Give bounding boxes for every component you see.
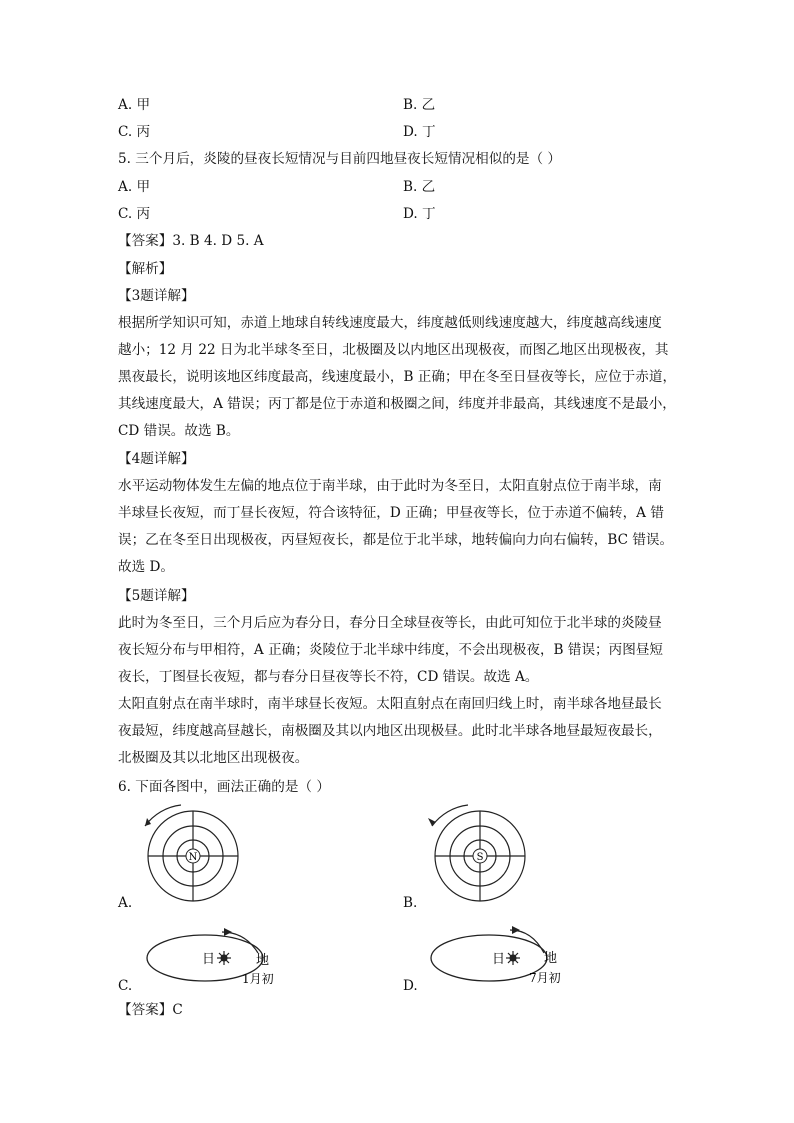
figure-d-orbit-july	[424, 920, 584, 1000]
q5-option-a: A. 甲	[118, 179, 151, 195]
q3-heading: 【3题详解】	[118, 288, 195, 304]
analysis-heading: 【解析】	[118, 261, 173, 277]
q5-option-d: D. 丁	[403, 206, 436, 222]
q6-stem: 6. 下面各图中，画法正确的是（ ）	[118, 779, 330, 795]
answer-line: 【答案】3. B 4. D 5. A	[118, 233, 264, 249]
figure-d-sun-label: 日	[492, 952, 506, 967]
q3-line: 根据所学知识可知，赤道上地球自转线速度最大，纬度越低则线速度越大，纬度越高线速度	[118, 315, 662, 331]
q5-line: 夜最短，纬度越高昼越长，南极圈及其以内地区出现极昼。此时北半球各地昼最短夜最长，	[118, 723, 662, 739]
q5-line: 夜长短分布与甲相符，A 正确；炎陵位于北半球中纬度，不会出现极夜，B 错误；丙图昼短	[118, 642, 664, 658]
q5-option-b: B. 乙	[403, 179, 436, 195]
q5-line: 夜长，丁图昼长夜短，都与春分日昼夜等长不符，CD 错误。故选 A。	[118, 669, 539, 685]
figure-c-earth-label: 地	[256, 953, 270, 968]
q3-line: CD 错误。故选 B。	[118, 423, 240, 439]
q5-heading: 【5题详解】	[118, 588, 195, 604]
q5-option-c: C. 丙	[118, 206, 151, 222]
figure-a-pole-label: N	[188, 852, 198, 863]
q3-line: 黑夜最长，说明该地区纬度最高，线速度最小，B 正确；甲在冬至日昼夜等长，应位于赤道，	[118, 369, 677, 385]
q3-explanation	[118, 310, 683, 445]
q3-line: 其线速度最大，A 错误；丙丁都是位于赤道和极圈之间，纬度并非最高，其线速度不是最小，	[118, 396, 676, 412]
q4-option-d: D. 丁	[403, 124, 436, 140]
figure-d-earth-label: 地	[544, 951, 558, 966]
q4-option-b: B. 乙	[403, 97, 436, 113]
figure-c-sun-label: 日	[202, 952, 216, 967]
q4-option-a: A. 甲	[118, 97, 151, 113]
q4-explanation	[118, 473, 683, 581]
q4-line: 故选 D。	[118, 559, 175, 575]
figure-b-label: B.	[403, 895, 418, 911]
q4-line: 水平运动物体发生左偏的地点位于南半球，由于此时为冬至日，太阳直射点位于南半球，南	[118, 478, 662, 494]
figure-b-pole-label: S	[476, 852, 484, 863]
sun-icon	[217, 951, 231, 965]
q4-line: 半球昼长夜短，而丁昼长夜短，符合该特征，D 正确；甲昼夜等长，位于赤道不偏转，A 错	[118, 505, 664, 521]
sun-icon	[506, 951, 520, 965]
q5-line: 北极圈及其以北地区出现极夜。	[118, 750, 309, 766]
q5-line: 太阳直射点在南半球时，南半球昼长夜短。太阳直射点在南回归线上时，南半球各地昼最长	[118, 696, 662, 712]
figure-b-south-pole	[424, 800, 534, 910]
q3-line: 越小；12 月 22 日为北半球冬至日，北极圈及以内地区出现极夜，而图乙地区出现极夜，其	[118, 342, 669, 358]
q5-line: 此时为冬至日，三个月后应为春分日，春分日全球昼夜等长，由此可知位于北半球的炎陵昼	[118, 615, 662, 631]
figure-c-orbit-january	[140, 920, 300, 1000]
figure-d-label: D.	[403, 978, 418, 994]
q4-line: 误；乙在冬至日出现极夜，丙昼短夜长，都是位于北半球，地转偏向力向右偏转，BC 错误。	[118, 532, 674, 548]
q5-explanation	[118, 610, 683, 772]
q4-option-c: C. 丙	[118, 124, 151, 140]
figure-c-date-label: 1月初	[242, 972, 274, 986]
q5-stem: 5. 三个月后，炎陵的昼夜长短情况与目前四地昼夜长短情况相似的是（ ）	[118, 151, 562, 167]
figure-a-north-pole	[137, 800, 247, 910]
figure-a-label: A.	[118, 895, 133, 911]
figure-c-label: C.	[118, 978, 133, 994]
q6-answer: 【答案】C	[118, 1002, 183, 1018]
q4-heading: 【4题详解】	[118, 451, 195, 467]
figure-d-date-label: 7月初	[529, 971, 561, 985]
